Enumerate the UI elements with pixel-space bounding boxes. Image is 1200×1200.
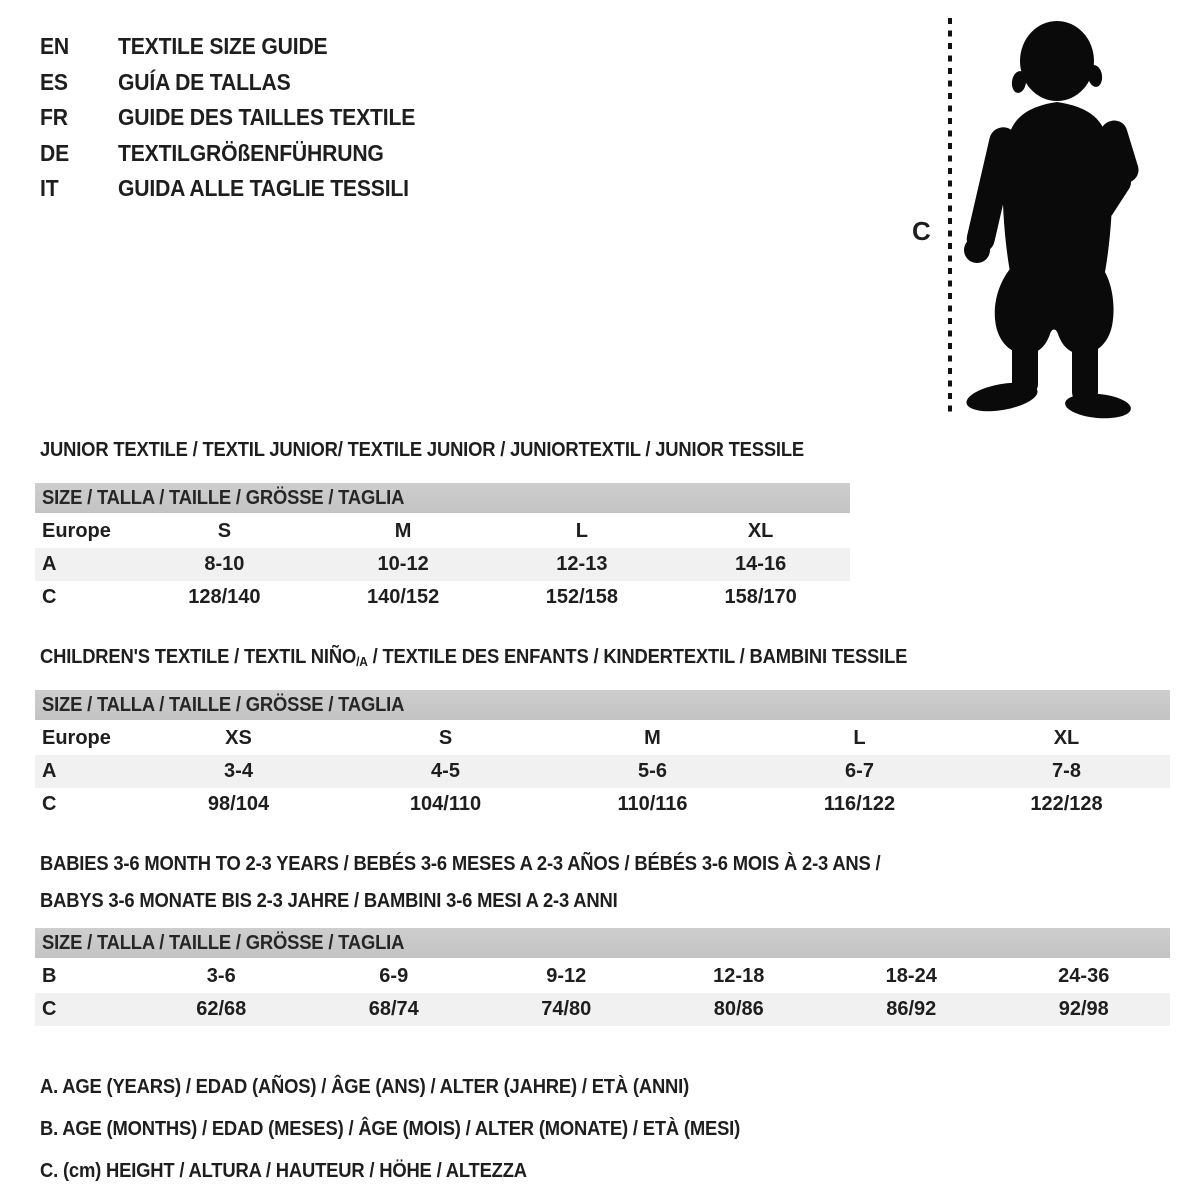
height-cell: 98/104 bbox=[207, 793, 270, 815]
height-cell: 62/68 bbox=[196, 998, 247, 1020]
months-cell: 3-6 bbox=[206, 965, 236, 987]
height-cell: 68/74 bbox=[368, 998, 419, 1020]
babies-table-title-line1: BABIES 3-6 MONTH TO 2-3 YEARS / BEBÉS 3-6 MESES A 2-3 AÑOS / BÉBÉS 3-6 MOIS À 2-3 ANS / bbox=[40, 853, 881, 875]
guide-title-es: GUÍA DE TALLAS bbox=[118, 68, 291, 95]
months-cell: 9-12 bbox=[546, 965, 587, 987]
junior-table-rows bbox=[35, 515, 850, 614]
legend-height: C. (cm) HEIGHT / ALTURA / HAUTEUR / HÖHE / ALTEZZA bbox=[40, 1160, 527, 1182]
language-row-de bbox=[40, 136, 441, 172]
row-label-cell: C bbox=[42, 793, 57, 815]
age-cell: 3-4 bbox=[224, 760, 253, 782]
age-cell: 6-7 bbox=[845, 760, 874, 782]
size-cell: L bbox=[853, 727, 866, 749]
size-cell: XL bbox=[1053, 727, 1080, 749]
height-cell: 86/92 bbox=[886, 998, 937, 1020]
height-cell: 74/80 bbox=[541, 998, 592, 1020]
language-row-it bbox=[40, 171, 441, 207]
children-table-rows bbox=[35, 722, 1170, 821]
table-row-age bbox=[35, 548, 850, 581]
height-cell: 110/116 bbox=[617, 793, 688, 815]
toddler-silhouette-shape bbox=[964, 21, 1140, 420]
age-cell: 7-8 bbox=[1052, 760, 1081, 782]
months-cell: 6-9 bbox=[379, 965, 409, 987]
table-row-europe bbox=[35, 515, 850, 548]
language-code: DE bbox=[40, 139, 70, 166]
row-label-cell: A bbox=[42, 760, 57, 782]
language-row-en bbox=[40, 29, 441, 65]
height-cell: 80/86 bbox=[713, 998, 764, 1020]
babies-table bbox=[35, 851, 1170, 1031]
table-row-height bbox=[35, 788, 1170, 821]
size-cell: XL bbox=[747, 520, 774, 542]
size-header-bar: SIZE / TALLA / TAILLE / GRÖSSE / TAGLIA bbox=[35, 690, 1170, 720]
guide-title-it: GUIDA ALLE TAGLIE TESSILI bbox=[118, 175, 409, 202]
row-label-cell: A bbox=[42, 553, 57, 575]
table-row-europe bbox=[35, 722, 1170, 755]
size-cell: S bbox=[217, 520, 232, 542]
months-cell: 12-18 bbox=[713, 965, 765, 987]
language-row-es bbox=[40, 65, 441, 101]
size-cell: M bbox=[394, 520, 412, 542]
row-label-cell: C bbox=[42, 586, 57, 608]
guide-title-en: TEXTILE SIZE GUIDE bbox=[118, 33, 328, 60]
age-cell: 5-6 bbox=[638, 760, 667, 782]
legend-age-years: A. AGE (YEARS) / EDAD (AÑOS) / ÂGE (ANS) / ALTER (JAHRE) / ETÀ (ANNI) bbox=[40, 1076, 690, 1098]
size-header-bar: SIZE / TALLA / TAILLE / GRÖSSE / TAGLIA bbox=[35, 928, 1170, 958]
size-cell: M bbox=[644, 727, 661, 749]
height-cell: 128/140 bbox=[188, 586, 261, 608]
row-label-cell: Europe bbox=[42, 727, 111, 749]
row-label-cell: Europe bbox=[42, 520, 111, 542]
table-row-age bbox=[35, 755, 1170, 788]
age-cell: 10-12 bbox=[377, 553, 429, 575]
height-cell: 158/170 bbox=[724, 586, 797, 608]
language-list bbox=[40, 29, 441, 207]
age-cell: 14-16 bbox=[735, 553, 787, 575]
size-cell: S bbox=[438, 727, 453, 749]
language-code: FR bbox=[40, 104, 68, 131]
size-header-bar: SIZE / TALLA / TAILLE / GRÖSSE / TAGLIA bbox=[35, 483, 850, 513]
table-row-height bbox=[35, 581, 850, 614]
language-code: IT bbox=[40, 175, 59, 202]
row-label-cell: C bbox=[42, 998, 57, 1020]
height-cell: 92/98 bbox=[1058, 998, 1109, 1020]
junior-table bbox=[35, 437, 850, 617]
language-code: ES bbox=[40, 68, 68, 95]
months-cell: 24-36 bbox=[1058, 965, 1110, 987]
toddler-silhouette bbox=[940, 14, 1140, 420]
children-table bbox=[35, 644, 1170, 824]
legend-age-months: B. AGE (MONTHS) / EDAD (MESES) / ÂGE (MOIS) / ALTER (MONATE) / ETÀ (MESI) bbox=[40, 1118, 741, 1140]
children-table-title: CHILDREN'S TEXTILE / TEXTIL $NIÑO_{/A}$ / TEXTILE DES ENFANTS / KINDERTEXTIL / BAMBINI TESSILE bbox=[40, 646, 908, 669]
table-row-months bbox=[35, 960, 1170, 993]
size-cell: XS bbox=[225, 727, 252, 749]
nino-a-subscript: /A bbox=[356, 654, 368, 669]
height-cell: 116/122 bbox=[823, 793, 896, 815]
months-cell: 18-24 bbox=[885, 965, 937, 987]
language-code: EN bbox=[40, 33, 70, 60]
babies-table-rows bbox=[35, 960, 1170, 1026]
height-cell: 140/152 bbox=[366, 586, 440, 608]
age-cell: 8-10 bbox=[204, 553, 245, 575]
row-label-cell: B bbox=[42, 965, 57, 987]
table-row-height bbox=[35, 993, 1170, 1026]
size-cell: L bbox=[575, 520, 588, 542]
height-cell: 122/128 bbox=[1030, 793, 1103, 815]
measure-label-c: C bbox=[912, 216, 931, 246]
guide-title-fr: GUIDE DES TAILLES TEXTILE bbox=[118, 104, 416, 131]
babies-table-title-line2: BABYS 3-6 MONATE BIS 2-3 JAHRE / BAMBINI 3-6 MESI A 2-3 ANNI bbox=[40, 890, 618, 912]
junior-table-title: JUNIOR TEXTILE / TEXTIL JUNIOR/ TEXTILE JUNIOR / JUNIORTEXTIL / JUNIOR TESSILE bbox=[40, 439, 805, 461]
age-cell: 4-5 bbox=[431, 760, 460, 782]
height-cell: 104/110 bbox=[409, 793, 482, 815]
legend bbox=[40, 1066, 801, 1192]
guide-title-de: TEXTILGRÖßENFÜHRUNG bbox=[118, 139, 384, 166]
age-cell: 12-13 bbox=[556, 553, 608, 575]
height-cell: 152/158 bbox=[545, 586, 619, 608]
language-row-fr bbox=[40, 100, 441, 136]
